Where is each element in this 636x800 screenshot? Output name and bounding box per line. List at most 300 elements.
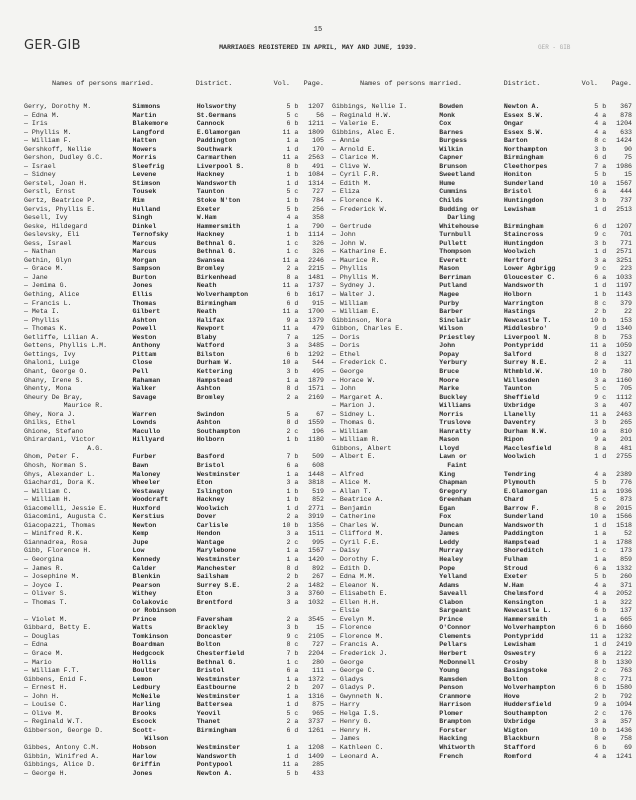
entry-vol-part: b <box>294 624 299 632</box>
entry-spouse: Magee <box>439 291 460 299</box>
header-names: Names of persons married. <box>360 80 462 88</box>
entry-name: — Phyllis <box>24 316 60 324</box>
entry-vol: 5 <box>286 769 291 777</box>
table-row <box>24 744 324 753</box>
entry-page: 495 <box>312 367 324 375</box>
entry-spouse: Sampson <box>132 265 161 273</box>
entry-vol-part: a <box>294 692 299 700</box>
entry-district: Stafford <box>503 744 536 752</box>
entry-vol: 3 <box>286 479 291 487</box>
entry-district: Middlesbro' <box>503 325 548 333</box>
entry-spouse: Ledbury <box>132 684 161 692</box>
entry-vol-part: a <box>294 667 299 675</box>
table-row <box>332 590 632 599</box>
table-row <box>24 522 324 531</box>
entry-district: Hendon <box>196 530 221 538</box>
table-row <box>24 428 324 437</box>
entry-name: — Eleanor N. <box>332 581 380 589</box>
entry-page: 2246 <box>308 256 324 264</box>
entry-vol-part: a <box>294 359 299 367</box>
entry-vol: 1 <box>594 248 599 256</box>
entry-page: 3251 <box>616 256 632 264</box>
table-row <box>332 214 632 223</box>
entry-page: 67 <box>316 410 324 418</box>
entry-district: Surrey N.E. <box>503 359 548 367</box>
entry-name: — Francis A. <box>332 641 380 649</box>
entry-name: — Edith M. <box>332 179 372 187</box>
entry-vol: 1 <box>594 453 599 461</box>
entry-name: Gibbin, Winifred A. <box>24 752 100 760</box>
entry-district: Eton <box>196 479 213 487</box>
entry-district: Chesterfield <box>196 650 245 657</box>
entry-spouse: Young <box>439 667 460 675</box>
header-page: Page. <box>611 80 632 88</box>
entry-vol: 5 <box>286 205 291 213</box>
table-row <box>24 684 324 693</box>
table-row <box>332 274 632 283</box>
entry-name: — Thomas T. <box>24 598 68 606</box>
entry-spouse: Priestley <box>439 333 475 341</box>
entry-vol: 5 <box>594 103 599 110</box>
entry-page: 111 <box>312 667 324 675</box>
table-row <box>332 599 632 608</box>
entry-page: 56 <box>316 111 324 119</box>
table-row <box>24 291 324 300</box>
entry-district: Woolwich <box>196 504 229 512</box>
entry-page: 810 <box>620 427 632 435</box>
header-district: District. <box>195 80 233 88</box>
entry-vol: 5 <box>286 410 291 418</box>
entry-vol-part: c <box>294 641 299 649</box>
entry-name: — Alfred <box>332 470 364 478</box>
entry-district: Wandsworth <box>503 521 544 529</box>
entry-vol-part: d <box>294 419 299 427</box>
entry-page: 267 <box>312 573 324 581</box>
entry-vol: 2 <box>286 718 291 726</box>
entry-name: Gerstel, Joan H. <box>24 179 88 187</box>
entry-page: 1936 <box>616 487 632 495</box>
entry-name: — James R. <box>24 564 64 572</box>
entry-spouse: Cummins <box>439 188 467 196</box>
table-row <box>332 291 632 300</box>
entry-name: — Violet M. <box>24 615 68 623</box>
entry-page: 1160 <box>616 376 632 384</box>
entry-name: — Sidney <box>24 171 56 179</box>
entry-name: Gheury De Bray, <box>24 393 84 401</box>
entry-vol: 2 <box>594 692 599 700</box>
entry-district: Kensington <box>503 598 544 606</box>
table-row <box>332 265 632 274</box>
entry-vol: 5 <box>286 111 291 119</box>
entry-page: 176 <box>620 709 632 717</box>
entry-page: 1112 <box>616 393 632 401</box>
entry-district: Woolwich <box>503 453 536 461</box>
entry-vol-part: a <box>602 273 607 281</box>
entry-name: — Edna <box>24 641 48 649</box>
entry-name: Gething, Alice <box>24 291 80 299</box>
entry-name: — Cyril F.R. <box>332 171 380 179</box>
entry-page: 1809 <box>308 128 324 136</box>
table-row <box>24 274 324 283</box>
entry-district: Doncaster <box>196 632 233 640</box>
entry-district: Neath <box>196 308 217 316</box>
table-row <box>332 565 632 574</box>
table-row <box>332 710 632 719</box>
entry-page: 444 <box>620 188 632 196</box>
entry-name: Geske, Hildegard <box>24 222 88 230</box>
entry-name: — Harry <box>332 701 360 709</box>
entry-name: — Alice M. <box>332 479 372 487</box>
entry-page: 2052 <box>616 590 632 598</box>
entry-vol: 6 <box>594 154 599 162</box>
entry-district: Brackley <box>196 624 229 632</box>
entry-district: St.Germans <box>196 111 237 119</box>
entry-spouse: Dinkel <box>132 222 157 230</box>
entry-spouse: Yelland <box>439 573 467 581</box>
entry-name: — James <box>332 735 360 743</box>
entry-vol: 10 <box>282 359 291 367</box>
entry-vol-part <box>290 735 302 744</box>
entry-district: Carlisle <box>196 521 229 529</box>
entry-district: Eton <box>196 590 213 598</box>
entry-name <box>24 735 133 744</box>
entry-page: 170 <box>312 145 324 153</box>
table-row <box>24 368 324 377</box>
entry-page: 1788 <box>616 538 632 546</box>
entry-page: 1032 <box>308 598 324 606</box>
entry-vol-part: a <box>294 256 299 264</box>
entry-vol-part: b <box>294 684 299 692</box>
entry-vol: 6 <box>286 461 291 469</box>
entry-vol: 9 <box>594 325 599 333</box>
entry-page: 285 <box>312 761 324 769</box>
entry-district: Birmingham <box>196 726 237 734</box>
entry-name: — Florence K. <box>332 197 384 205</box>
entry-page: 2513 <box>616 205 632 213</box>
entry-vol: 11 <box>282 128 291 136</box>
entry-vol-part: b <box>602 103 607 110</box>
table-row <box>24 667 324 676</box>
entry-name: — George H. <box>24 769 68 777</box>
entry-name: — Elisabeth E. <box>332 590 388 598</box>
entry-vol: 8 <box>286 564 291 572</box>
entry-name: — Sidney L. <box>332 410 376 418</box>
entry-district: Hammersmith <box>196 222 241 230</box>
entry-district: Holborn <box>196 436 225 444</box>
table-row <box>332 428 632 437</box>
entry-name: — Edna M.M. <box>332 573 376 581</box>
entry-vol: 10 <box>590 427 599 435</box>
table-row <box>24 359 324 368</box>
entry-page: 326 <box>312 239 324 247</box>
entry-vol-part: b <box>602 145 607 153</box>
entry-vol-part: b <box>602 197 607 205</box>
entry-name: — Evelyn M. <box>332 615 376 623</box>
entry-vol-part: a <box>602 590 607 598</box>
table-row <box>24 223 324 232</box>
entry-vol-part: b <box>602 316 607 324</box>
entry-page: 1379 <box>308 316 324 324</box>
table-row <box>24 659 324 668</box>
entry-district: Surrey S.E. <box>196 581 241 589</box>
entry-page: 137 <box>620 607 632 615</box>
entry-vol-part: a <box>294 376 299 384</box>
entry-page: 1208 <box>308 744 324 752</box>
table-row <box>24 163 324 172</box>
entry-page: 260 <box>620 573 632 581</box>
entry-vol: 1 <box>594 598 599 606</box>
entry-district: Daventry <box>503 419 536 427</box>
entry-spouse: Weston <box>132 333 157 341</box>
entry-page: 2204 <box>308 650 324 657</box>
entry-vol: 7 <box>286 453 291 461</box>
entry-spouse: Everett <box>439 256 467 264</box>
entry-name: — George <box>332 367 364 375</box>
entry-name: — William R. <box>332 436 380 444</box>
table-row <box>332 539 632 548</box>
entry-page <box>302 607 324 616</box>
entry-spouse: Gregory <box>439 487 467 495</box>
entry-vol-part: b <box>294 521 299 529</box>
entry-vol: 5 <box>594 496 599 504</box>
entry-district: Hackney <box>196 171 225 179</box>
entry-name: Gibbes, Antony C.M. <box>24 744 100 752</box>
table-row <box>332 650 632 659</box>
entry-page: 519 <box>312 487 324 495</box>
entry-name <box>332 462 439 471</box>
entry-vol: 1 <box>286 145 291 153</box>
entry-district: Swansea <box>196 256 225 264</box>
entry-district: Kettering <box>196 367 233 375</box>
entry-district: Lewisham <box>503 205 536 213</box>
entry-vol: 8 <box>594 333 599 341</box>
entry-spouse: Purby <box>439 299 460 307</box>
entry-district: Durham N.W. <box>503 427 548 435</box>
entry-vol: 3 <box>594 376 599 384</box>
entry-page: 2463 <box>616 410 632 418</box>
entry-vol: 1 <box>286 231 291 239</box>
entry-district: Neath <box>196 282 217 290</box>
entry-vol-part: a <box>602 256 607 264</box>
entry-district: Gloucester C. <box>503 273 556 281</box>
table-row <box>24 727 324 736</box>
entry-spouse: Wilkin <box>439 145 464 153</box>
entry-district: Holsworthy <box>196 103 237 110</box>
entry-vol: 1 <box>286 222 291 230</box>
entry-spouse: Harrison <box>439 701 471 709</box>
entry-vol: 9 <box>286 316 291 324</box>
table-row <box>24 180 324 189</box>
entry-name: — Douglas <box>24 632 60 640</box>
entry-vol: 1 <box>286 504 291 512</box>
entry-district: Hampstead <box>503 538 540 546</box>
entry-spouse: Plomer <box>439 709 464 717</box>
page-title: MARRIAGES REGISTERED IN APRIL, MAY AND JUNE, 1939. <box>219 44 417 51</box>
entry-name: — Edith D. <box>332 564 372 572</box>
entry-district: Birmingham <box>503 222 544 230</box>
entry-spouse: Leddy <box>439 538 460 546</box>
entry-page: 1180 <box>308 436 324 444</box>
table-row <box>332 368 632 377</box>
table-row <box>332 231 632 240</box>
entry-vol: 3 <box>594 402 599 410</box>
entry-vol-part: b <box>602 573 607 581</box>
entry-vol-part: d <box>602 205 607 213</box>
entry-page: 1261 <box>308 726 324 734</box>
entry-district: Ongar <box>503 120 524 128</box>
entry-name: — Elsie <box>332 607 360 615</box>
entry-vol-part: d <box>602 350 607 358</box>
entry-name: — Ernest H. <box>24 684 68 692</box>
entry-name: — Jane <box>24 273 48 281</box>
entry-spouse: Furber <box>132 453 157 461</box>
entry-page: 892 <box>312 564 324 572</box>
entry-spouse: Simmons <box>132 103 161 110</box>
entry-name: — Israel <box>24 162 56 170</box>
table-row <box>332 334 632 343</box>
table-row <box>24 265 324 274</box>
entry-vol-part: d <box>294 385 299 393</box>
entry-name: — Daisy <box>332 547 360 555</box>
entry-vol: 3 <box>594 419 599 427</box>
entry-page: 1356 <box>308 521 324 529</box>
entry-spouse: Sinclair <box>439 316 471 324</box>
table-row <box>332 547 632 556</box>
entry-spouse: Huxford <box>132 504 161 512</box>
entry-name: — Benjamin <box>332 504 372 512</box>
entry-vol-part: b <box>294 769 299 777</box>
entry-vol: 3 <box>286 590 291 598</box>
entry-vol: 1 <box>594 555 599 563</box>
entry-name <box>24 607 133 616</box>
table-row <box>332 513 632 522</box>
entry-name: — Doris <box>332 333 360 341</box>
entry-vol-part: a <box>294 282 299 290</box>
entry-vol: 10 <box>590 513 599 521</box>
entry-district: Basingstoke <box>503 667 548 675</box>
entry-vol: 11 <box>590 487 599 495</box>
entry-page: 1314 <box>308 179 324 187</box>
entry-vol-part: b <box>294 291 299 299</box>
entry-vol: 2 <box>594 667 599 675</box>
entry-page: 11 <box>624 359 632 367</box>
entry-vol: 6 <box>594 607 599 615</box>
entry-vol <box>578 214 598 223</box>
entry-district: Honiton <box>503 171 532 179</box>
entry-vol-part: a <box>294 590 299 598</box>
entry-district: Pontypridd <box>503 342 544 350</box>
entry-name: — Grace M. <box>24 650 64 657</box>
entry-spouse: Watts <box>132 624 153 632</box>
entry-vol-part <box>598 462 610 471</box>
entry-page: 3545 <box>308 615 324 623</box>
entry-vol: 4 <box>594 590 599 598</box>
entry-name: — Winifred R.K. <box>24 530 84 538</box>
entry-district: Llanelly <box>503 410 536 418</box>
entry-district: Bromley <box>196 265 225 273</box>
entry-district: Basford <box>196 453 225 461</box>
entry-vol: 1 <box>286 555 291 563</box>
entry-district: Battersea <box>196 701 233 709</box>
entry-name: — William <box>332 299 368 307</box>
entry-page: 2015 <box>616 504 632 512</box>
table-row <box>332 676 632 685</box>
entry-spouse: Truslove <box>439 419 471 427</box>
entry-vol-part: a <box>602 402 607 410</box>
right-column <box>332 80 632 761</box>
entry-vol-part: a <box>294 265 299 273</box>
table-row <box>24 445 324 454</box>
entry-spouse: Childs <box>439 197 464 205</box>
entry-district: Stroud <box>503 564 528 572</box>
entry-vol-part: b <box>602 479 607 487</box>
entry-spouse: Kennedy <box>132 555 161 563</box>
table-row <box>332 624 632 633</box>
table-row <box>24 342 324 351</box>
entry-vol: 1 <box>594 291 599 299</box>
entry-district: Wolverhampton <box>196 291 249 299</box>
entry-vol: 4 <box>594 128 599 136</box>
entry-spouse: McDonnell <box>439 658 475 666</box>
entry-district: Pontypool <box>196 761 233 769</box>
table-row <box>24 188 324 197</box>
entry-district: Faversham <box>196 615 233 623</box>
entry-vol: 11 <box>282 282 291 290</box>
table-row <box>332 693 632 702</box>
entry-vol-part: b <box>294 487 299 495</box>
entry-page: 2389 <box>616 470 632 478</box>
entry-name: A.G. <box>24 444 104 452</box>
entry-vol-part: a <box>294 214 299 222</box>
entry-page: 2105 <box>308 632 324 640</box>
table-row <box>24 214 324 223</box>
entry-page: 125 <box>312 333 324 341</box>
table-row <box>24 300 324 309</box>
entry-vol-part: a <box>602 718 607 726</box>
entry-vol: 6 <box>594 222 599 230</box>
entry-vol-part: d <box>294 752 299 760</box>
entry-spouse: Mason <box>439 436 460 444</box>
entry-spouse: Clabon <box>439 598 464 606</box>
entry-name: — Kathleen C. <box>332 744 384 752</box>
entry-spouse: Moore <box>439 376 460 384</box>
entry-page: 784 <box>312 197 324 205</box>
entry-vol: 1 <box>286 137 291 145</box>
entry-vol-part: d <box>602 641 607 649</box>
entry-spouse: Griffin <box>132 761 161 769</box>
entry-page: 1481 <box>308 273 324 281</box>
table-row <box>24 377 324 386</box>
entry-district: Stoke N'ton <box>196 197 241 205</box>
entry-vol: 2 <box>594 709 599 717</box>
entry-page: 1340 <box>616 325 632 333</box>
entry-page: 1617 <box>308 291 324 299</box>
entry-spouse: Bawn <box>132 461 149 469</box>
entry-spouse: Brunson <box>439 162 467 170</box>
entry-vol-part: a <box>294 325 299 333</box>
entry-vol-part: a <box>602 752 607 760</box>
entry-spouse: Faint <box>439 461 467 469</box>
entry-page: 2563 <box>308 154 324 162</box>
entry-page: 852 <box>312 496 324 504</box>
entry-name: — Phyllis M. <box>24 128 72 136</box>
table-row <box>332 282 632 291</box>
entry-vol-part: d <box>294 726 299 734</box>
entry-vol-part: b <box>294 350 299 358</box>
entry-name: — Sydney J. <box>332 282 376 290</box>
table-row <box>24 197 324 206</box>
entry-district: Thanet <box>196 718 221 726</box>
